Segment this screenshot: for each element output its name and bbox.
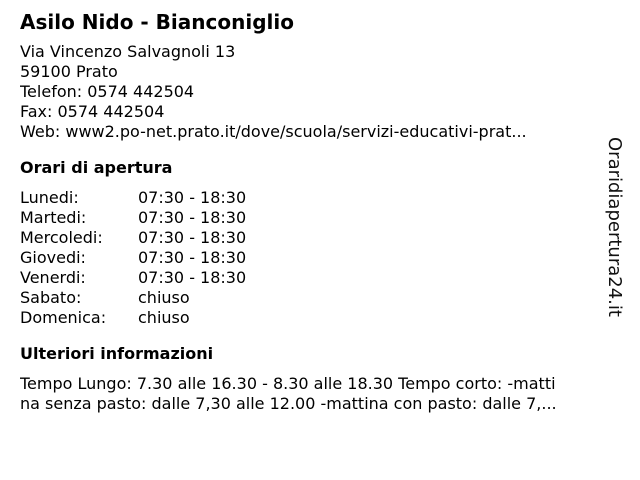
- more-info-line: na senza pasto: dalle 7,30 alle 12.00 -mattina con pasto: dalle 7,...: [20, 394, 557, 413]
- day-label: Sabato:: [20, 288, 82, 307]
- hours-row-sabato: [20, 288, 610, 308]
- city-postcode: 59100 Prato: [20, 62, 118, 81]
- opening-hours-table: [20, 188, 610, 328]
- listing-title: Asilo Nido - Bianconiglio: [20, 10, 294, 34]
- opening-hours-heading: Orari di apertura: [20, 158, 173, 177]
- hours-row-venerdi: [20, 268, 610, 288]
- more-info-text: [20, 374, 620, 414]
- day-label: Martedi:: [20, 208, 87, 227]
- day-hours: 07:30 - 18:30: [138, 188, 247, 207]
- day-label: Giovedi:: [20, 248, 86, 267]
- day-hours: 07:30 - 18:30: [138, 228, 247, 247]
- day-hours: 07:30 - 18:30: [138, 208, 247, 227]
- day-label: Lunedi:: [20, 188, 79, 207]
- listing-card: [20, 8, 610, 414]
- hours-row-lunedi: [20, 188, 610, 208]
- day-label: Mercoledi:: [20, 228, 103, 247]
- phone-number: Telefon: 0574 442504: [20, 82, 195, 101]
- hours-row-martedi: [20, 208, 610, 228]
- website-link[interactable]: Web: www2.po-net.prato.it/dove/scuola/servizi-educativi-prat...: [20, 122, 527, 141]
- site-watermark: Oraridiapertura24.it: [604, 137, 625, 317]
- day-hours: chiuso: [138, 308, 190, 327]
- hours-row-giovedi: [20, 248, 610, 268]
- day-hours: chiuso: [138, 288, 190, 307]
- more-info-section: [20, 344, 610, 414]
- day-hours: 07:30 - 18:30: [138, 268, 247, 287]
- fax-number: Fax: 0574 442504: [20, 102, 165, 121]
- day-label: Venerdi:: [20, 268, 86, 287]
- opening-hours-section: [20, 158, 610, 328]
- more-info-heading: Ulteriori informazioni: [20, 344, 214, 363]
- street-address: Via Vincenzo Salvagnoli 13: [20, 42, 236, 61]
- contact-block: [20, 42, 610, 142]
- day-label: Domenica:: [20, 308, 107, 327]
- hours-row-mercoledi: [20, 228, 610, 248]
- day-hours: 07:30 - 18:30: [138, 248, 247, 267]
- hours-row-domenica: [20, 308, 610, 328]
- more-info-line: Tempo Lungo: 7.30 alle 16.30 - 8.30 alle 18.30 Tempo corto: -matti: [20, 374, 556, 393]
